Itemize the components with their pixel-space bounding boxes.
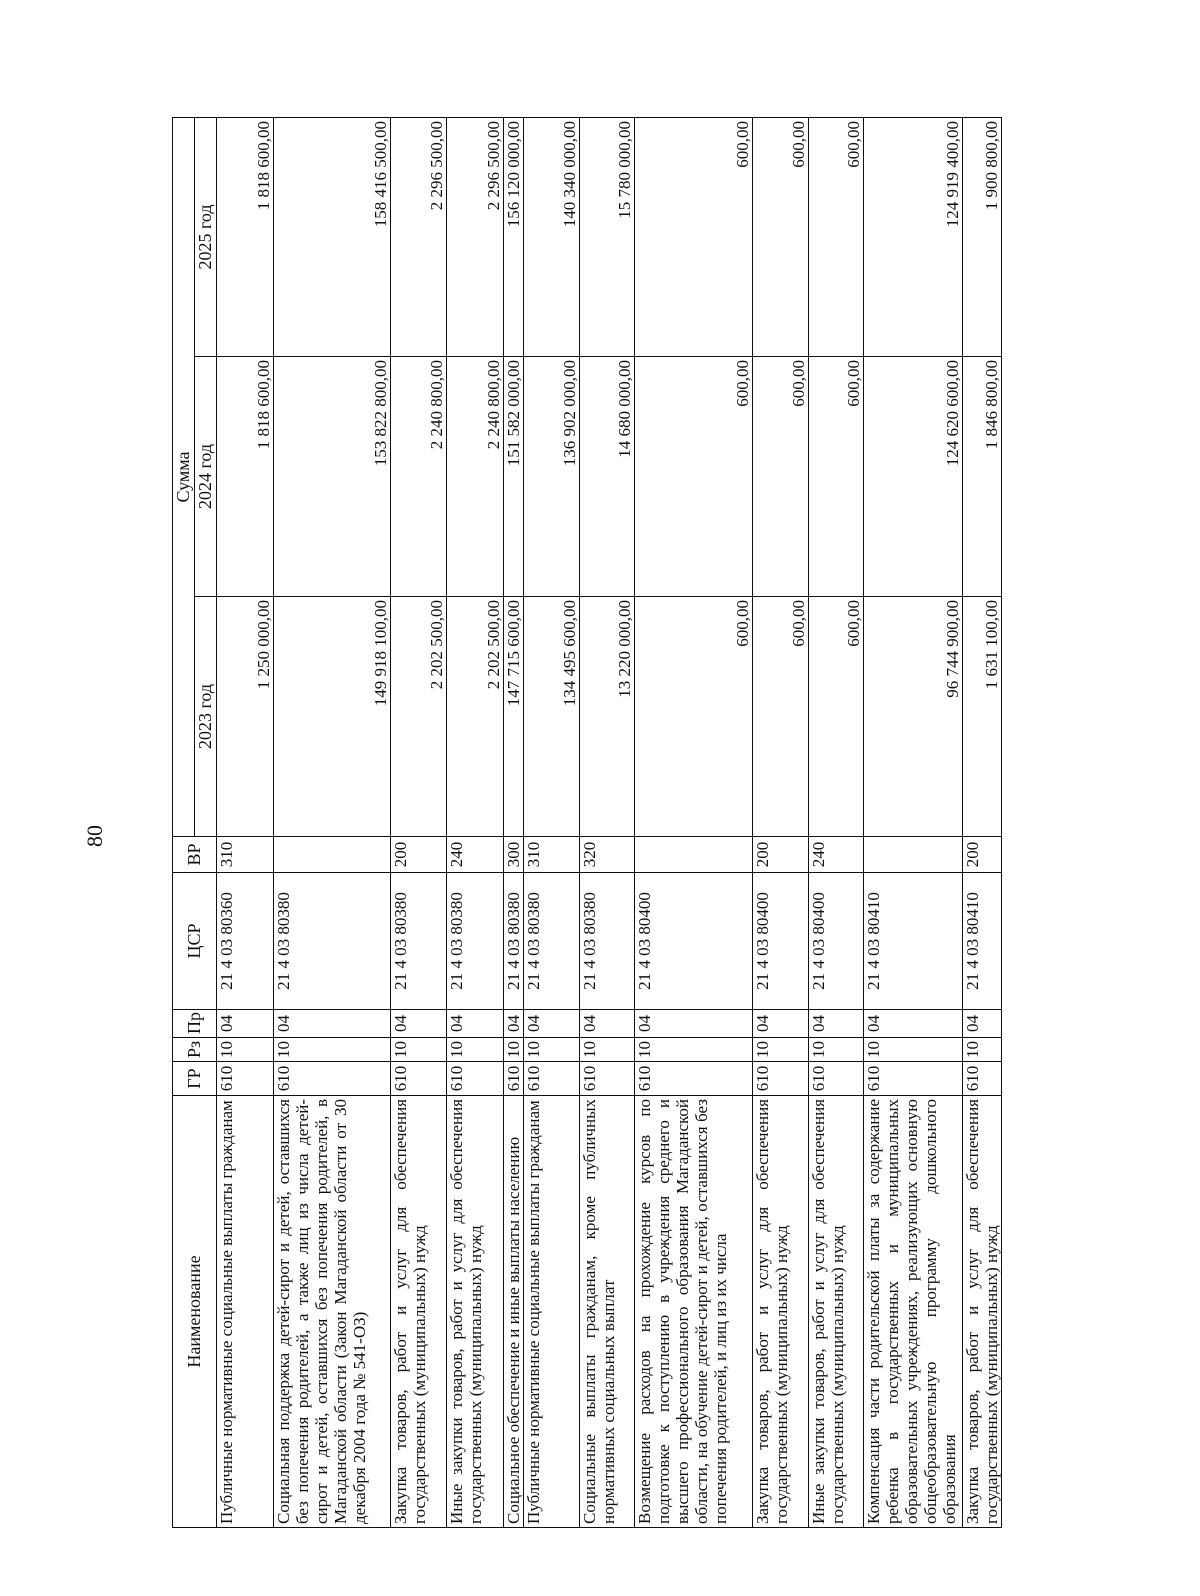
row-pr: 04 bbox=[963, 1010, 1002, 1038]
row-rz: 10 bbox=[274, 1038, 391, 1062]
row-csr: 21 4 03 80380 bbox=[274, 873, 391, 1010]
row-amount-2025: 156 120 000,00 bbox=[504, 117, 524, 356]
row-pr: 04 bbox=[391, 1010, 447, 1038]
row-name: Компенсация части родительской платы за содержание ребенка в государственных и муниципальных образовательных учреждениях, реализующих основную общеобразовательную программу дошкольного образования bbox=[864, 1096, 963, 1528]
row-name: Закупка товаров, работ и услуг для обеспечения государственных (муниципальных) нужд bbox=[753, 1096, 809, 1528]
row-amount-2024: 600,00 bbox=[753, 357, 809, 597]
row-amount-2023: 1 250 000,00 bbox=[217, 597, 274, 837]
row-gr: 610 bbox=[274, 1062, 391, 1096]
row-pr: 04 bbox=[864, 1010, 963, 1038]
row-rz: 10 bbox=[635, 1038, 753, 1062]
row-pr: 04 bbox=[217, 1010, 274, 1038]
table-row bbox=[391, 117, 447, 1527]
row-gr: 610 bbox=[753, 1062, 809, 1096]
row-amount-2025: 15 780 000,00 bbox=[580, 117, 635, 356]
row-amount-2025: 140 340 000,00 bbox=[524, 117, 580, 356]
row-amount-2023: 134 495 600,00 bbox=[524, 597, 580, 837]
row-vr: 240 bbox=[447, 837, 504, 873]
row-amount-2024: 124 620 600,00 bbox=[864, 357, 963, 597]
row-rz: 10 bbox=[217, 1038, 274, 1062]
row-csr: 21 4 03 80380 bbox=[504, 873, 524, 1010]
row-csr: 21 4 03 80380 bbox=[447, 873, 504, 1010]
row-pr: 04 bbox=[274, 1010, 391, 1038]
page-number: 80 bbox=[82, 825, 107, 847]
row-gr: 610 bbox=[391, 1062, 447, 1096]
header-name: Наименование bbox=[173, 1096, 217, 1528]
row-pr: 04 bbox=[524, 1010, 580, 1038]
row-gr: 610 bbox=[524, 1062, 580, 1096]
row-vr bbox=[274, 837, 391, 873]
row-name: Социальная поддержка детей-сирот и детей, оставшихся без попечения родителей, а также лиц из числа детей-сирот и детей, оставшихся без попечения родителей, в Магаданской области (Закон Магаданской области от 30 декабря 2004 года № 541-ОЗ) bbox=[274, 1096, 391, 1528]
row-vr: 310 bbox=[524, 837, 580, 873]
row-pr: 04 bbox=[753, 1010, 809, 1038]
row-rz: 10 bbox=[864, 1038, 963, 1062]
table-row bbox=[580, 117, 635, 1527]
row-amount-2025: 600,00 bbox=[809, 117, 864, 356]
row-csr: 21 4 03 80400 bbox=[809, 873, 864, 1010]
header-rz: Рз bbox=[173, 1038, 217, 1062]
row-amount-2025: 600,00 bbox=[635, 117, 753, 356]
row-amount-2024: 1 818 600,00 bbox=[217, 357, 274, 597]
table-row bbox=[274, 117, 391, 1527]
row-pr: 04 bbox=[504, 1010, 524, 1038]
rotated-table-container bbox=[172, 118, 1001, 1528]
row-amount-2023: 600,00 bbox=[635, 597, 753, 837]
row-vr: 200 bbox=[753, 837, 809, 873]
header-sum: Сумма bbox=[173, 117, 195, 836]
row-csr: 21 4 03 80360 bbox=[217, 873, 274, 1010]
table-row bbox=[753, 117, 809, 1527]
row-csr: 21 4 03 80410 bbox=[963, 873, 1002, 1010]
row-name: Возмещение расходов на прохождение курсов по подготовке к поступлению в учреждения среднего и высшего профессионального образования Магаданской области, на обучение детей-сирот и детей, оставшихся без попечения родителей, и лиц из их числа bbox=[635, 1096, 753, 1528]
row-rz: 10 bbox=[753, 1038, 809, 1062]
row-vr bbox=[864, 837, 963, 873]
row-amount-2025: 124 919 400,00 bbox=[864, 117, 963, 356]
row-amount-2023: 600,00 bbox=[809, 597, 864, 837]
row-gr: 610 bbox=[217, 1062, 274, 1096]
row-amount-2024: 14 680 000,00 bbox=[580, 357, 635, 597]
row-csr: 21 4 03 80400 bbox=[635, 873, 753, 1010]
row-amount-2023: 147 715 600,00 bbox=[504, 597, 524, 837]
row-amount-2024: 600,00 bbox=[635, 357, 753, 597]
row-name: Закупка товаров, работ и услуг для обеспечения государственных (муниципальных) нужд bbox=[963, 1096, 1002, 1528]
row-amount-2024: 136 902 000,00 bbox=[524, 357, 580, 597]
row-gr: 610 bbox=[635, 1062, 753, 1096]
row-csr: 21 4 03 80380 bbox=[524, 873, 580, 1010]
row-vr: 320 bbox=[580, 837, 635, 873]
row-csr: 21 4 03 80400 bbox=[753, 873, 809, 1010]
row-pr: 04 bbox=[809, 1010, 864, 1038]
table-row bbox=[809, 117, 864, 1527]
header-pr: Пр bbox=[173, 1010, 217, 1038]
header-vr: ВР bbox=[173, 837, 217, 873]
table-row bbox=[447, 117, 504, 1527]
row-amount-2024: 600,00 bbox=[809, 357, 864, 597]
row-amount-2025: 600,00 bbox=[753, 117, 809, 356]
row-amount-2023: 600,00 bbox=[753, 597, 809, 837]
row-gr: 610 bbox=[504, 1062, 524, 1096]
row-name: Закупка товаров, работ и услуг для обеспечения государственных (муниципальных) нужд bbox=[391, 1096, 447, 1528]
row-pr: 04 bbox=[635, 1010, 753, 1038]
row-name: Публичные нормативные социальные выплаты гражданам bbox=[217, 1096, 274, 1528]
row-gr: 610 bbox=[447, 1062, 504, 1096]
row-rz: 10 bbox=[580, 1038, 635, 1062]
row-rz: 10 bbox=[524, 1038, 580, 1062]
row-amount-2025: 158 416 500,00 bbox=[274, 117, 391, 356]
table-row bbox=[504, 117, 524, 1527]
row-amount-2023: 149 918 100,00 bbox=[274, 597, 391, 837]
row-amount-2023: 2 202 500,00 bbox=[447, 597, 504, 837]
row-name: Социальное обеспечение и иные выплаты населению bbox=[504, 1096, 524, 1528]
row-vr: 200 bbox=[391, 837, 447, 873]
row-vr: 310 bbox=[217, 837, 274, 873]
row-csr: 21 4 03 80410 bbox=[864, 873, 963, 1010]
header-year-2023: 2023 год bbox=[195, 597, 217, 837]
row-pr: 04 bbox=[580, 1010, 635, 1038]
row-amount-2024: 2 240 800,00 bbox=[391, 357, 447, 597]
row-amount-2025: 1 900 800,00 bbox=[963, 117, 1002, 356]
row-amount-2024: 2 240 800,00 bbox=[447, 357, 504, 597]
row-gr: 610 bbox=[864, 1062, 963, 1096]
row-name: Иные закупки товаров, работ и услуг для обеспечения государственных (муниципальных) нужд bbox=[809, 1096, 864, 1528]
row-amount-2025: 2 296 500,00 bbox=[391, 117, 447, 356]
row-vr: 200 bbox=[963, 837, 1002, 873]
row-amount-2024: 153 822 800,00 bbox=[274, 357, 391, 597]
row-amount-2023: 2 202 500,00 bbox=[391, 597, 447, 837]
row-vr bbox=[635, 837, 753, 873]
row-vr: 300 bbox=[504, 837, 524, 873]
row-amount-2023: 96 744 900,00 bbox=[864, 597, 963, 837]
row-rz: 10 bbox=[809, 1038, 864, 1062]
row-gr: 610 bbox=[580, 1062, 635, 1096]
row-gr: 610 bbox=[809, 1062, 864, 1096]
row-amount-2024: 151 582 000,00 bbox=[504, 357, 524, 597]
row-vr: 240 bbox=[809, 837, 864, 873]
row-rz: 10 bbox=[963, 1038, 1002, 1062]
row-rz: 10 bbox=[391, 1038, 447, 1062]
row-amount-2023: 13 220 000,00 bbox=[580, 597, 635, 837]
row-name: Иные закупки товаров, работ и услуг для обеспечения государственных (муниципальных) нужд bbox=[447, 1096, 504, 1528]
header-year-2024: 2024 год bbox=[195, 357, 217, 597]
row-name: Социальные выплаты гражданам, кроме публичных нормативных социальных выплат bbox=[580, 1096, 635, 1528]
row-rz: 10 bbox=[447, 1038, 504, 1062]
table-body bbox=[217, 117, 1002, 1527]
table-row bbox=[963, 117, 1002, 1527]
row-amount-2025: 2 296 500,00 bbox=[447, 117, 504, 356]
row-name: Публичные нормативные социальные выплаты гражданам bbox=[524, 1096, 580, 1528]
table-row bbox=[864, 117, 963, 1527]
header-gr: ГР bbox=[173, 1062, 217, 1096]
row-gr: 610 bbox=[963, 1062, 1002, 1096]
row-amount-2024: 1 846 800,00 bbox=[963, 357, 1002, 597]
budget-table bbox=[172, 117, 1002, 1528]
row-csr: 21 4 03 80380 bbox=[580, 873, 635, 1010]
row-rz: 10 bbox=[504, 1038, 524, 1062]
header-csr: ЦСР bbox=[173, 873, 217, 1010]
row-pr: 04 bbox=[447, 1010, 504, 1038]
table-row bbox=[217, 117, 274, 1527]
header-year-2025: 2025 год bbox=[195, 117, 217, 356]
row-amount-2023: 1 631 100,00 bbox=[963, 597, 1002, 837]
row-csr: 21 4 03 80380 bbox=[391, 873, 447, 1010]
row-amount-2025: 1 818 600,00 bbox=[217, 117, 274, 356]
table-row bbox=[635, 117, 753, 1527]
table-row bbox=[524, 117, 580, 1527]
